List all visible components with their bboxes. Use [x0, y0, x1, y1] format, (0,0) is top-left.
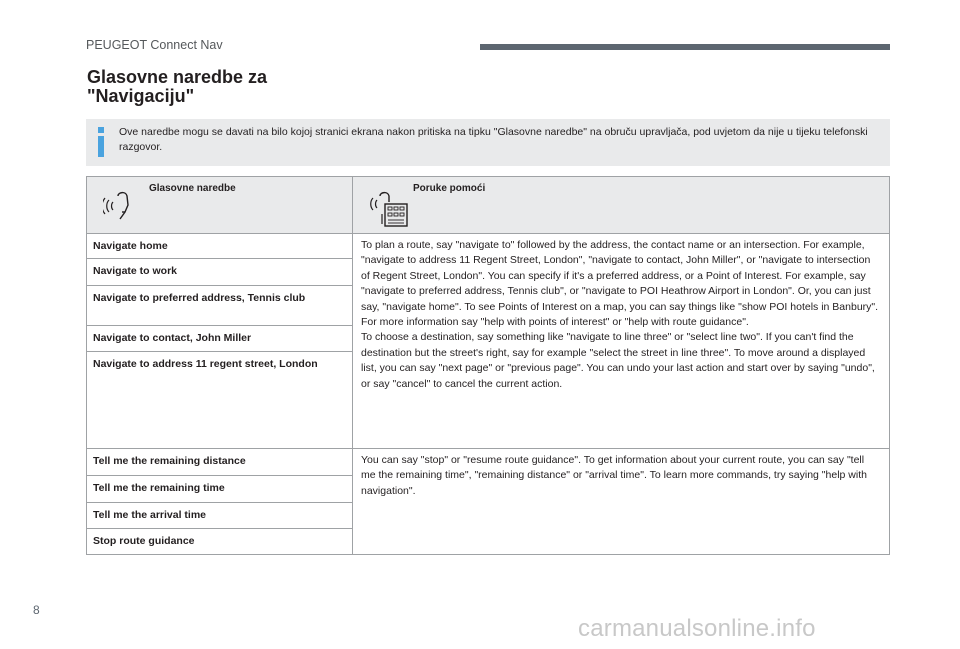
voice-command-table	[86, 176, 890, 555]
watermark: carmanualsonline.info	[578, 615, 816, 642]
table-header-row	[87, 177, 890, 234]
command-cell: Tell me the remaining time	[87, 476, 353, 503]
help-cell-navigation	[353, 234, 890, 449]
command-cell: Navigate to address 11 regent street, London	[87, 352, 353, 449]
command-cell: Stop route guidance	[87, 529, 353, 555]
help-text-paragraph: To plan a route, say "navigate to" followed by the address, the contact name or an intersection. For example, "navigate to address 11 Regent Street, London", "navigate to contact, John Miller", or "navigate to intersection of Regent Street, London". You can specify if it's a preferred address, or a Point of Interest. For example, say "navigate to preferred address, Tennis club", or "navigate to POI Heathrow Airport in London". Or, you can just say, "navigate home". To see Points of Interest on a map, you can say things like "show POI hotels in Banbury". For more information say "help with points of interest" or "help with route guidance".	[361, 239, 879, 329]
table-row	[87, 449, 890, 476]
header-bar	[480, 44, 890, 50]
header-label-commands: Glasovne naredbe	[149, 183, 236, 194]
help-cell-route-info	[353, 449, 890, 555]
help-text-paragraph: You can say "stop" or "resume route guidance". To get information about your current route, you can say "tell me the remaining time", "remaining distance" or "arrival time". To learn more commands, try saying "help with navigation".	[361, 454, 867, 497]
page-title-line-2: "Navigaciju"	[87, 86, 195, 106]
command-cell: Navigate home	[87, 234, 353, 259]
header-cell-help	[353, 177, 890, 234]
voice-command-icon	[103, 190, 135, 220]
table-row	[87, 234, 890, 259]
voice-help-screen-icon	[369, 190, 409, 228]
command-cell: Tell me the remaining distance	[87, 449, 353, 476]
page-title	[87, 68, 267, 106]
header-cell-commands	[87, 177, 353, 234]
command-cell: Navigate to contact, John Miller	[87, 326, 353, 352]
command-cell: Navigate to work	[87, 259, 353, 286]
header-label-help: Poruke pomoći	[413, 183, 486, 194]
info-icon	[94, 127, 108, 157]
info-box	[86, 119, 890, 166]
command-cell: Tell me the arrival time	[87, 503, 353, 529]
help-text-paragraph: To choose a destination, say something like "navigate to line three" or "select line two". If you can't find the destination but the street's right, say for example "select the street in line three". To move around a displayed list, you can say "next page" or "previous page". You can undo your last action and start over by saying "undo", or say "cancel" to cancel the current action.	[361, 331, 875, 390]
command-cell: Navigate to preferred address, Tennis club	[87, 286, 353, 326]
info-text: Ove naredbe mogu se davati na bilo kojoj stranici ekrana nakon pritiska na tipku "Glasovne naredbe" na obruču upravljača, pod uvjetom da nije u tijeku telefonski razgovor.	[119, 126, 868, 153]
header-label: PEUGEOT Connect Nav	[86, 38, 223, 52]
page-title-line-1: Glasovne naredbe za	[87, 67, 268, 87]
page-number: 8	[33, 603, 40, 617]
